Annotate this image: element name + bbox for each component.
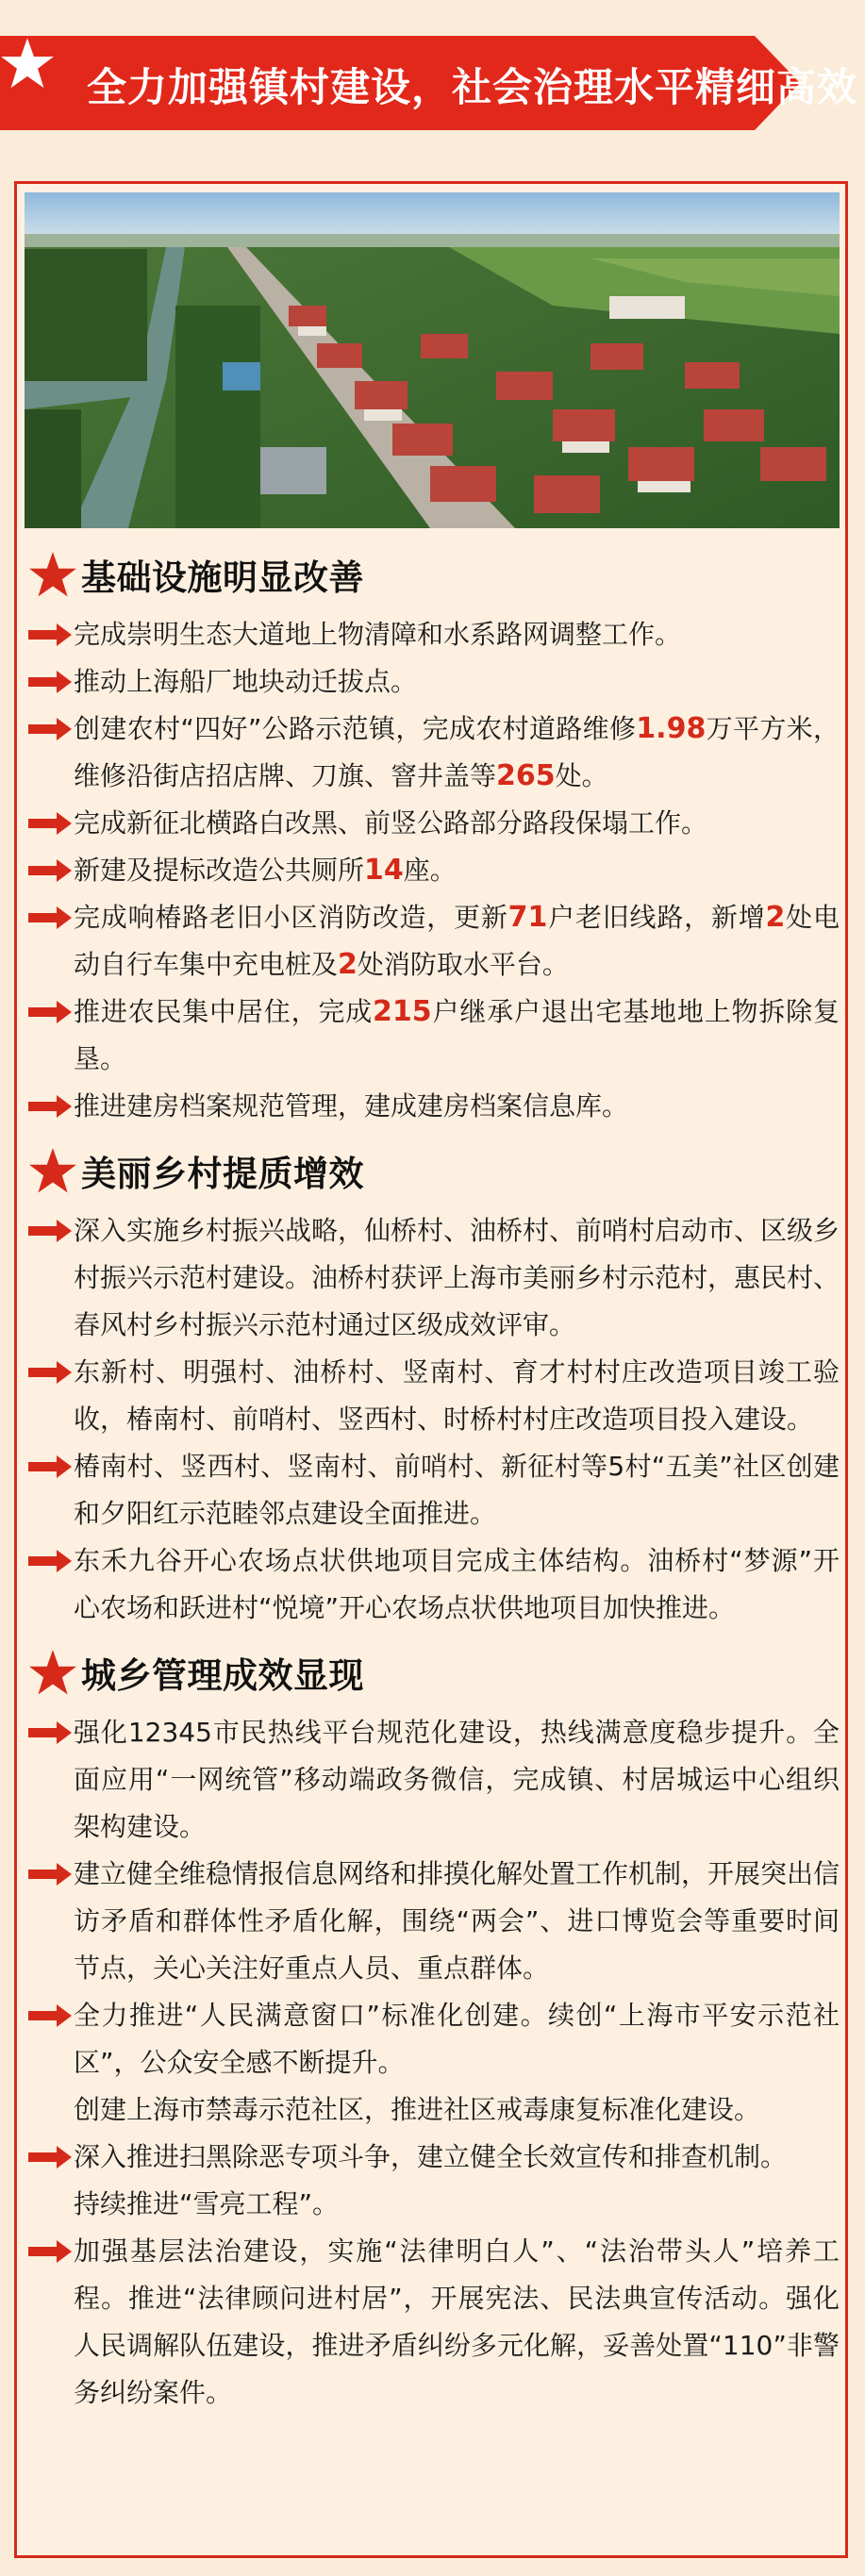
text-segment: 万平方米，维修沿街店招店牌、刀旗、窨井盖等 — [74, 713, 840, 791]
text-segment: 完成崇明生态大道地上物清障和水系路网调整工作。 — [74, 619, 682, 650]
text-segment: 加强基层法治建设，实施“法律明白人”、“法治带头人”培养工程。推进“法律顾问进村居”，开展宪法、民法典宣传活动。强化人民调解队伍建设，推进矛盾纠纷多元化解，妥善处置“110”非警务纠纷案件。 — [74, 2235, 840, 2408]
section-title: 城乡管理成效显现 — [81, 1655, 364, 1696]
list-item-text — [74, 1207, 840, 1349]
arrow-icon — [28, 2228, 74, 2275]
text-segment: 推进建房档案规范管理，建成建房档案信息库。 — [74, 1090, 629, 1122]
list-item-text — [74, 1443, 840, 1537]
text-segment: 深入推进扫黑除恶专项斗争，建立健全长效宣传和排查机制。 — [74, 2141, 788, 2172]
list-item-text — [74, 1851, 840, 1992]
highlight-number: 2 — [338, 948, 358, 981]
text-segment: 完成响椿路老旧小区消防改造，更新 — [74, 902, 508, 933]
list-item — [28, 611, 840, 658]
section-heading — [28, 1134, 840, 1207]
list-item-text — [74, 1537, 840, 1632]
text-segment: 深入实施乡村振兴战略，仙桥村、油桥村、前哨村启动市、区级乡村振兴示范村建设。油桥村获评上海市美丽乡村示范村，惠民村、春风村乡村振兴示范村通过区级成效评审。 — [74, 1215, 840, 1340]
arrow-icon — [28, 1207, 74, 1255]
arrow-icon — [28, 1349, 74, 1396]
arrow-icon — [28, 847, 74, 894]
highlight-number: 1.98 — [636, 712, 707, 745]
arrow-icon — [28, 800, 74, 847]
list-item-text — [74, 1349, 840, 1443]
text-segment: 座。 — [403, 855, 457, 886]
list-item-text — [74, 1992, 840, 2086]
list-item — [28, 1083, 840, 1130]
text-segment: 东新村、明强村、油桥村、竖南村、育才村村庄改造项目竣工验收，椿南村、前哨村、竖西村、时桥村村庄改造项目投入建设。 — [74, 1356, 840, 1435]
text-segment: 完成新征北横路白改黑、前竖公路部分路段保塌工作。 — [74, 807, 708, 839]
list-item-text — [74, 2228, 840, 2417]
highlight-number: 215 — [373, 995, 432, 1028]
list-item — [28, 800, 840, 847]
star-icon — [28, 550, 77, 599]
text-segment: 强化12345市民热线平台规范化建设，热线满意度稳步提升。全面应用“一网统管”移动端政务微信，完成镇、村居城运中心组织架构建设。 — [74, 1717, 840, 1842]
arrow-icon — [28, 1851, 74, 1898]
arrow-icon — [28, 1709, 74, 1756]
text-segment: 处。 — [555, 760, 608, 791]
arrow-icon — [28, 1992, 74, 2039]
arrow-icon — [28, 706, 74, 753]
arrow-icon — [28, 989, 74, 1036]
section-title: 美丽乡村提质增效 — [81, 1154, 364, 1194]
text-segment: 建立健全维稳情报信息网络和排摸化解处置工作机制，开展突出信访矛盾和群体性矛盾化解，围绕“两会”、进口博览会等重要时间节点，关心关注好重点人员、重点群体。 — [74, 1858, 840, 1984]
star-icon — [28, 1648, 77, 1697]
list-item — [28, 2228, 840, 2417]
list-item — [28, 847, 840, 894]
list-item — [28, 1443, 840, 1537]
list-item-text — [74, 611, 840, 658]
list-item — [28, 2134, 840, 2181]
list-item — [28, 989, 840, 1083]
arrow-icon — [28, 611, 74, 658]
list-item-text — [74, 989, 840, 1083]
text-segment: 户老旧线路，新增 — [547, 902, 766, 933]
text-segment: 户继承户退出宅基地地上物拆除复垦。 — [74, 996, 840, 1074]
text-segment: 全力推进“人民满意窗口”标准化创建。续创“上海市平安示范社区”，公众安全感不断提升。 — [74, 2000, 840, 2078]
continuation-text: 创建上海市禁毒示范社区，推进社区戒毒康复标准化建设。 — [74, 2094, 761, 2125]
village-aerial-image — [25, 192, 840, 528]
highlight-number: 14 — [364, 854, 404, 887]
section-title: 基础设施明显改善 — [81, 557, 364, 598]
list-item — [28, 1992, 840, 2086]
aerial-photo — [25, 192, 840, 528]
content-body — [28, 538, 840, 2417]
list-item-text — [74, 894, 840, 989]
list-item — [28, 1349, 840, 1443]
text-segment: 推进农民集中居住，完成 — [74, 996, 374, 1027]
arrow-icon — [28, 1083, 74, 1130]
section-heading — [28, 538, 840, 611]
text-segment: 东禾九谷开心农场点状供地项目完成主体结构。油桥村“梦源”开心农场和跃进村“悦境”开心农场点状供地项目加快推进。 — [74, 1545, 840, 1623]
list-item — [28, 706, 840, 800]
list-item — [28, 1207, 840, 1349]
list-item — [28, 894, 840, 989]
arrow-icon — [28, 1443, 74, 1490]
text-segment: 椿南村、竖西村、竖南村、前哨村、新征村等5村“五美”社区创建和夕阳红示范睦邻点建设全面推进。 — [74, 1451, 840, 1529]
arrow-icon — [28, 658, 74, 706]
text-segment: 处消防取水平台。 — [357, 949, 569, 980]
list-item — [28, 1537, 840, 1632]
list-item-text — [74, 658, 840, 706]
list-item-text — [74, 1083, 840, 1130]
list-item-text — [74, 1709, 840, 1851]
list-item-text — [74, 2134, 840, 2181]
text-segment: 创建农村“四好”公路示范镇，完成农村道路维修 — [74, 713, 637, 744]
highlight-number: 265 — [496, 759, 556, 792]
list-item — [28, 1709, 840, 1851]
star-icon — [0, 36, 55, 91]
arrow-icon — [28, 1537, 74, 1585]
highlight-number: 71 — [507, 901, 548, 934]
text-segment: 新建及提标改造公共厕所 — [74, 855, 365, 886]
arrow-icon — [28, 894, 74, 941]
highlight-number: 2 — [765, 901, 786, 934]
list-item-text — [74, 800, 840, 847]
arrow-icon — [28, 2134, 74, 2181]
list-item-text — [74, 847, 840, 894]
list-item — [28, 658, 840, 706]
continuation-text: 持续推进“雪亮工程”。 — [74, 2188, 340, 2219]
list-item-text — [74, 706, 840, 800]
text-segment: 推动上海船厂地块动迁拔点。 — [74, 666, 418, 697]
star-icon — [28, 1146, 77, 1195]
text-segment: 处电动自行车集中充电桩及 — [74, 902, 840, 980]
section-heading — [28, 1636, 840, 1709]
page-title: 全力加强镇村建设，社会治理水平精细高效 — [87, 64, 858, 110]
header-banner — [0, 36, 858, 130]
list-item — [28, 1851, 840, 1992]
